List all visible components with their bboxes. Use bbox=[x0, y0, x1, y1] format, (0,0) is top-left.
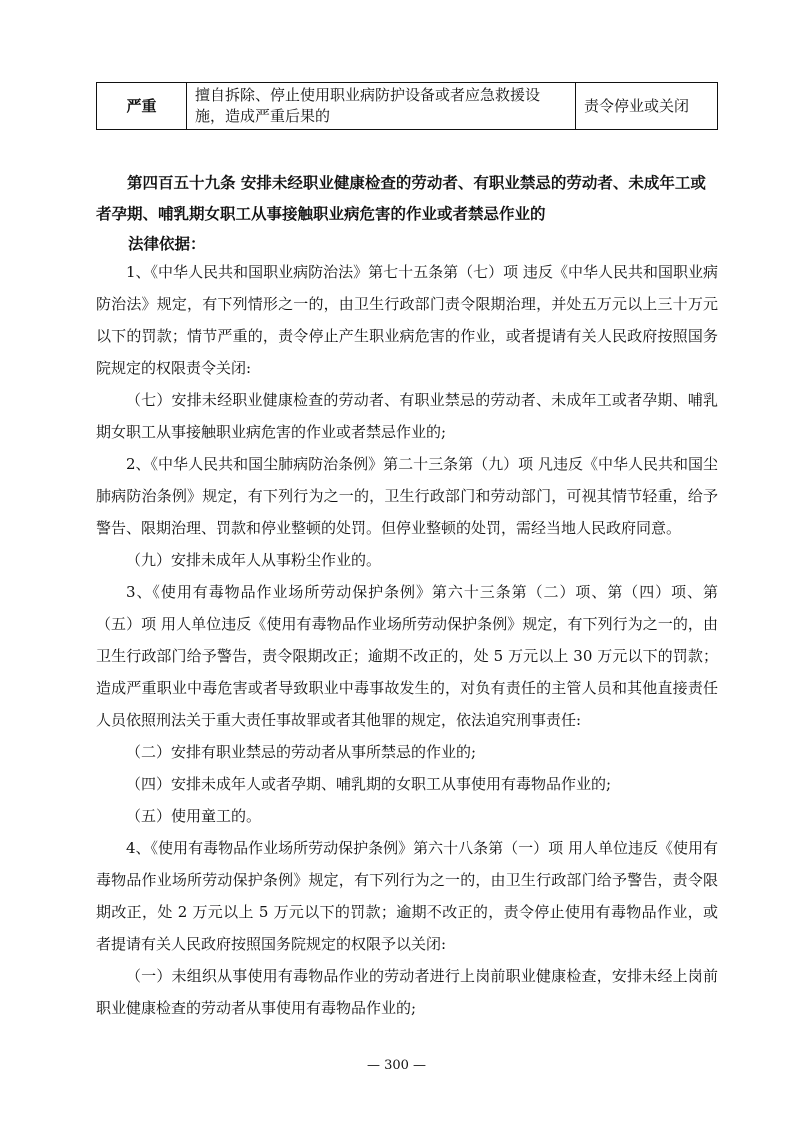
article-body bbox=[96, 256, 718, 1024]
paragraph: （一）未组织从事使用有毒物品作业的劳动者进行上岗前职业健康检查，安排未经上岗前职业健康检查的劳动者从事使用有毒物品作业的; bbox=[96, 967, 718, 1017]
table-behavior-cell: 擅自拆除、停止使用职业病防护设备或者应急救援设施，造成严重后果的 bbox=[187, 83, 576, 129]
paragraph: （五）使用童工的。 bbox=[126, 807, 262, 825]
penalty-table bbox=[96, 82, 718, 130]
table-penalty-cell: 责令停业或关闭 bbox=[584, 96, 690, 115]
table-level-cell: 严重 bbox=[97, 83, 187, 129]
paragraph: 3、《使用有毒物品作业场所劳动保护条例》第六十三条第（二）项、第（四）项、第（五）项 用人单位违反《使用有毒物品作业场所劳动保护条例》规定，有下列行为之一的，由卫生行政部门给予警告，责令限期改正；逾期不改正的，处 5 万元以上 30 万元以下的罚款；造成严重职业中毒危害或者导致职业中毒事故发生的，对负有责任的主管人员和其他直接责任人员依照刑法关于重大责任事故罪或者其他罪的规定，依法追究刑事责任: bbox=[96, 583, 718, 729]
paragraph: （七）安排未经职业健康检查的劳动者、有职业禁忌的劳动者、未成年工或者孕期、哺乳期女职工从事接触职业病危害的作业或者禁忌作业的; bbox=[96, 391, 718, 441]
legal-basis-label: 法律依据： bbox=[128, 235, 206, 253]
paragraph: 2、《中华人民共和国尘肺病防治条例》第二十三条第（九）项 凡违反《中华人民共和国尘肺病防治条例》规定，有下列行为之一的，卫生行政部门和劳动部门，可视其情节轻重，给予警告、限期治理、罚款和停业整顿的处罚。但停业整顿的处罚，需经当地人民政府同意。 bbox=[96, 455, 718, 537]
paragraph: 4、《使用有毒物品作业场所劳动保护条例》第六十八条第（一）项 用人单位违反《使用有毒物品作业场所劳动保护条例》规定，有下列行为之一的，由卫生行政部门给予警告，责令限期改正，处 2 万元以上 5 万元以下的罚款；逾期不改正的，责令停止使用有毒物品作业，或者提请有关人民政府按照国务院规定的权限予以关闭: bbox=[96, 839, 718, 953]
article-title: 第四百五十九条 安排未经职业健康检查的劳动者、有职业禁忌的劳动者、未成年工或者孕期、哺乳期女职工从事接触职业病危害的作业或者禁忌作业的 bbox=[96, 174, 706, 223]
paragraph: （四）安排未成年人或者孕期、哺乳期的女职工从事使用有毒物品作业的; bbox=[126, 775, 612, 793]
paragraph: （二）安排有职业禁忌的劳动者从事所禁忌的作业的; bbox=[126, 743, 477, 761]
paragraph: （九）安排未成年人从事粉尘作业的。 bbox=[126, 551, 382, 569]
page-number: — 300 — bbox=[366, 1058, 427, 1073]
paragraph: 1、《中华人民共和国职业病防治法》第七十五条第（七）项 违反《中华人民共和国职业病防治法》规定，有下列情形之一的，由卫生行政部门责令限期治理，并处五万元以上三十万元以下的罚款；情节严重的，责令停止产生职业病危害的作业，或者提请有关人民政府按照国务院规定的权限责令关闭: bbox=[96, 263, 718, 377]
